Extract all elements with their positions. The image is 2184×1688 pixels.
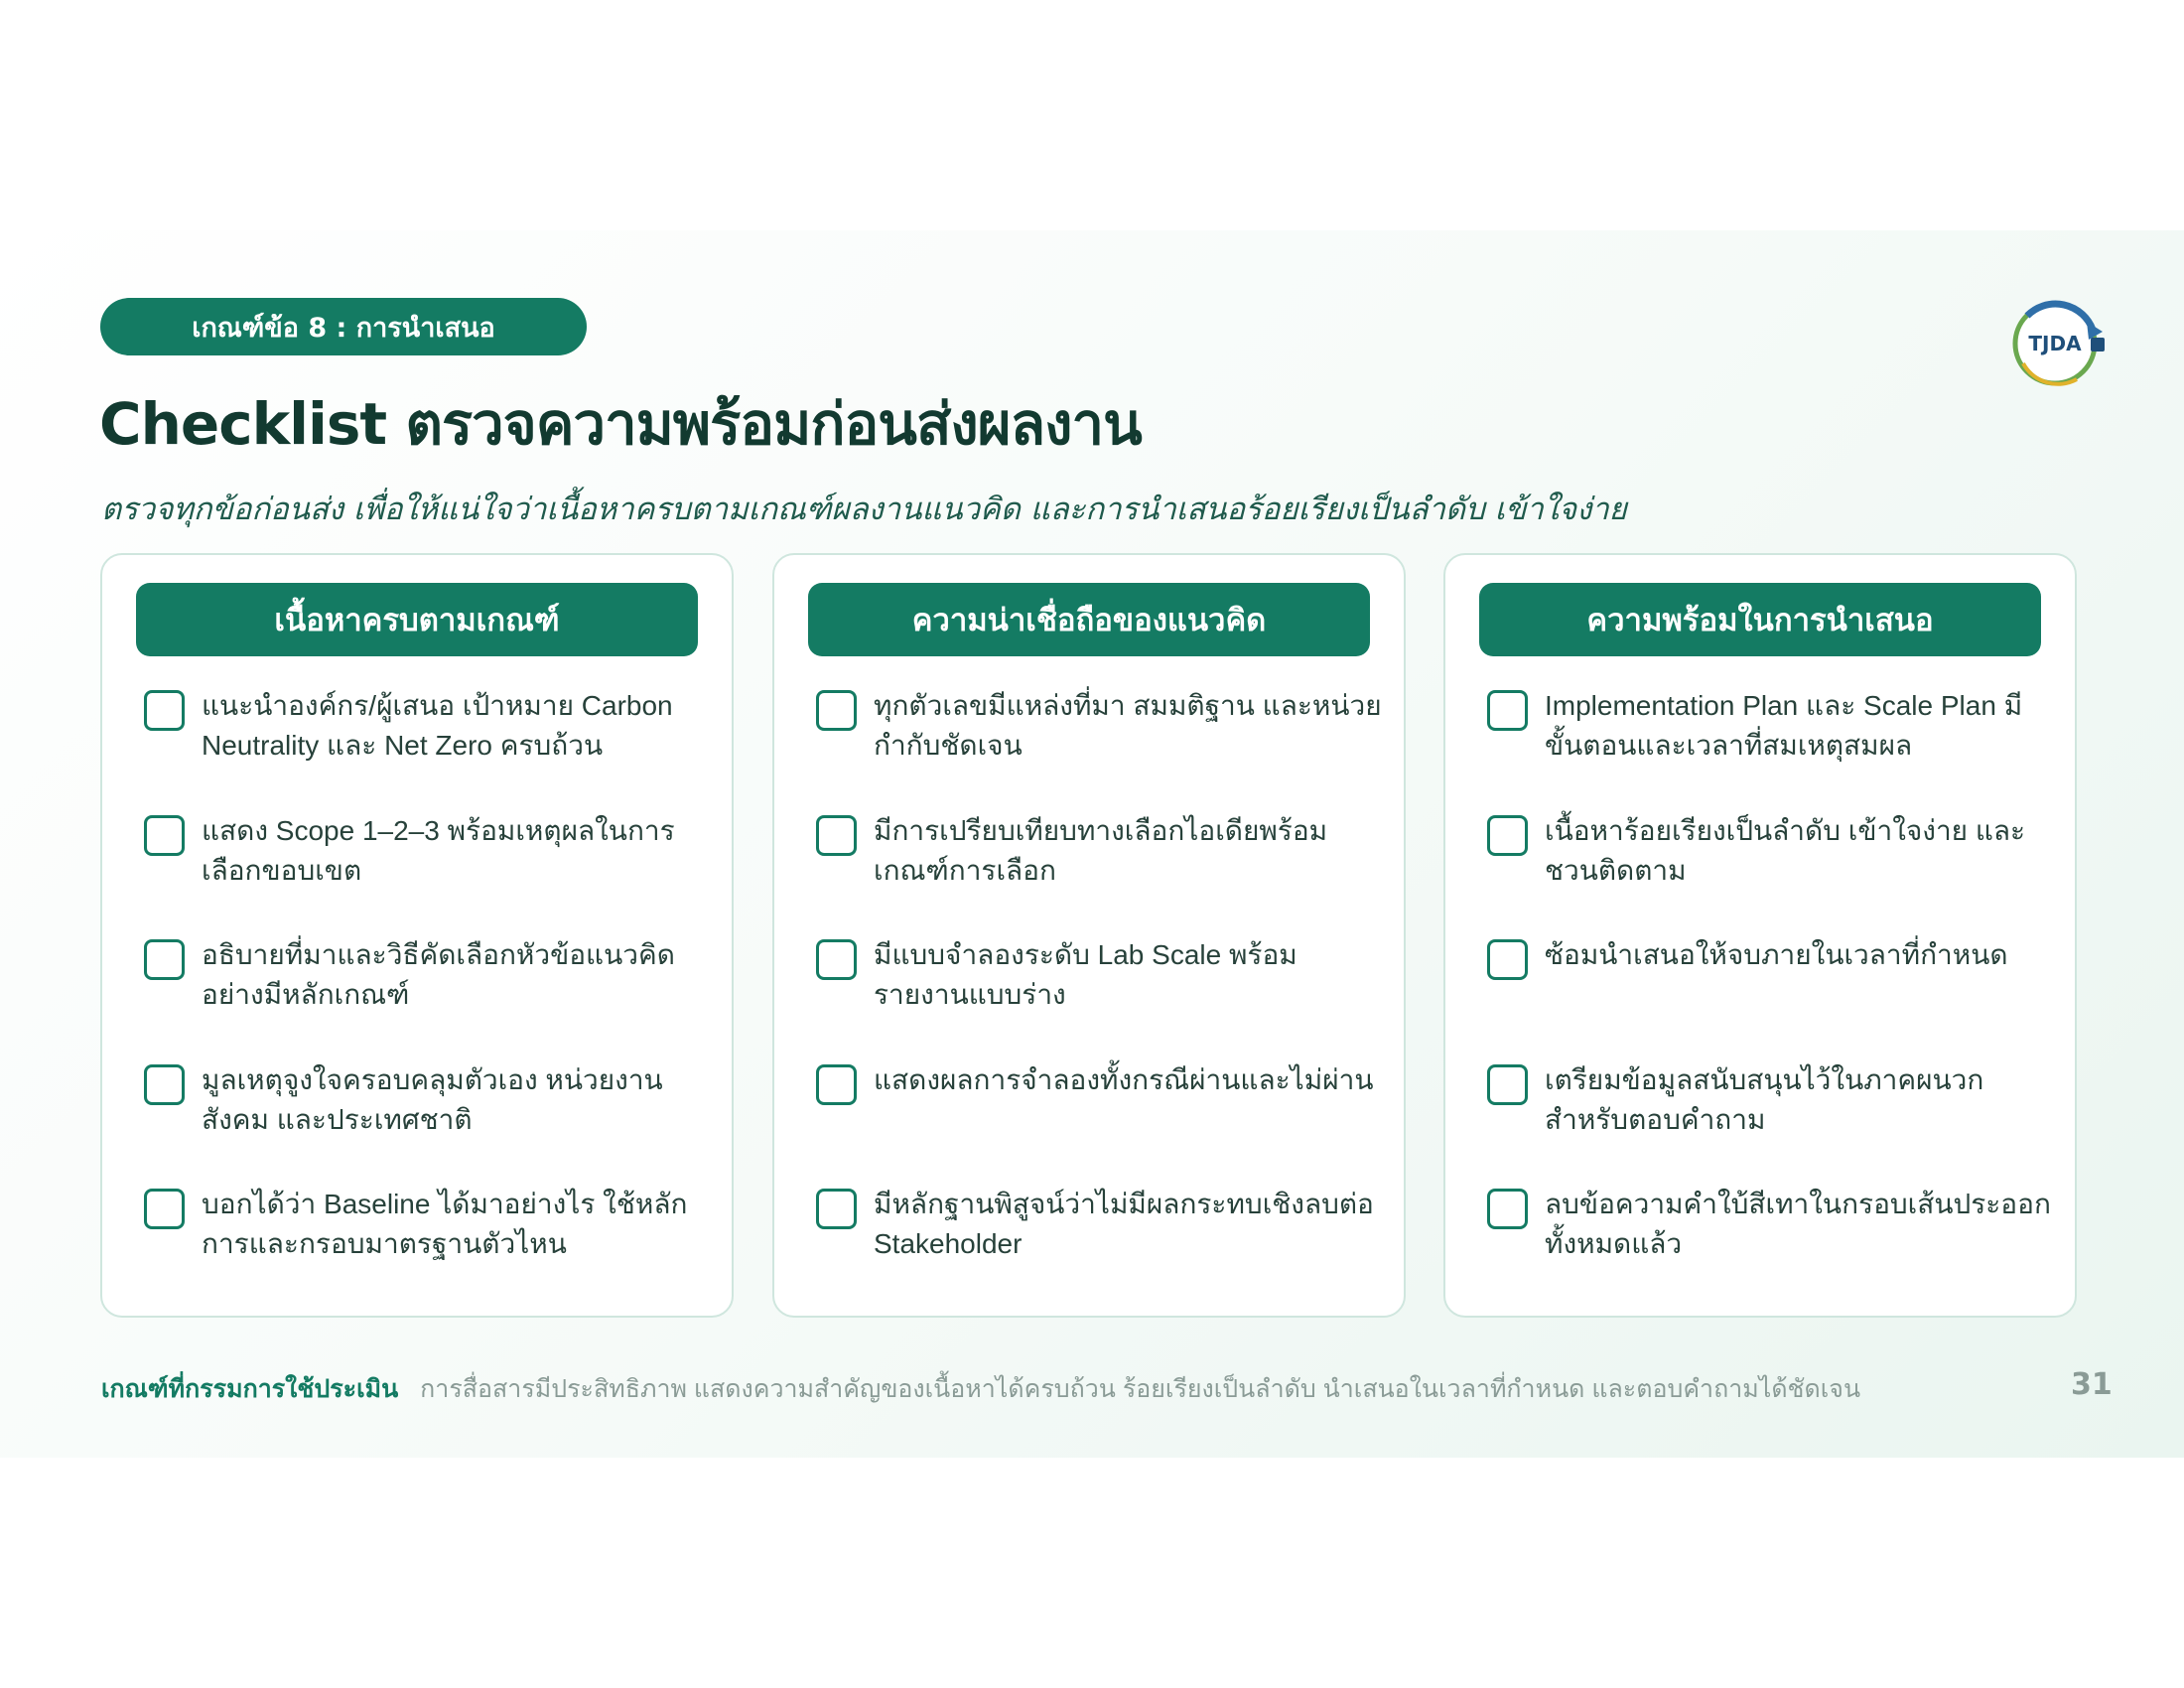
checkbox[interactable] — [144, 815, 185, 856]
checklist-item-label: แสดงผลการจำลองทั้งกรณีผ่านและไม่ผ่าน — [874, 1064, 1374, 1095]
footer-lead: เกณฑ์ที่กรรมการใช้ประเมิน — [101, 1374, 399, 1403]
footer-text: การสื่อสารมีประสิทธิภาพ แสดงความสำคัญของเนื้อหาได้ครบถ้วน ร้อยเรียงเป็นลำดับ นำเสนอในเวลาที่กำหนด และตอบคำถามได้ชัดเจน — [420, 1375, 1861, 1403]
checklist-item[interactable] — [142, 1060, 718, 1156]
checkbox[interactable] — [1487, 1064, 1528, 1105]
checklist-item-label: มูลเหตุจูงใจครอบคลุมตัวเอง หน่วยงาน สังคม และประเทศชาติ — [202, 1064, 663, 1135]
checkbox[interactable] — [816, 1189, 857, 1229]
checklist-item[interactable] — [142, 686, 718, 781]
page-title: Checklist ตรวจความพร้อมก่อนส่งผลงาน — [99, 390, 1142, 458]
checklist-item[interactable] — [814, 686, 1390, 781]
slide — [0, 230, 2184, 1458]
card-heading: ความพร้อมในการนำเสนอ — [1479, 583, 2041, 656]
checklist-card-content — [100, 553, 734, 1318]
criterion-badge: เกณฑ์ข้อ 8 : การนำเสนอ — [100, 298, 587, 355]
checklist-item[interactable] — [1485, 686, 2061, 781]
checkbox[interactable] — [144, 939, 185, 980]
checklist-item[interactable] — [142, 1185, 718, 1280]
checklist-item[interactable] — [814, 935, 1390, 1031]
checkbox[interactable] — [1487, 690, 1528, 731]
checklist-item[interactable] — [1485, 935, 2061, 1031]
checklist-item-label: Implementation Plan และ Scale Plan มีขั้นตอนและเวลาที่สมเหตุสมผล — [1545, 690, 2023, 761]
checklist-item[interactable] — [814, 1185, 1390, 1280]
checkbox[interactable] — [816, 939, 857, 980]
checklist-item-label: ซ้อมนำเสนอให้จบภายในเวลาที่กำหนด — [1545, 939, 2008, 970]
checklist-card-credibility — [772, 553, 1406, 1318]
checklist-item-label: มีหลักฐานพิสูจน์ว่าไม่มีผลกระทบเชิงลบต่อ Stakeholder — [874, 1189, 1374, 1259]
checkbox[interactable] — [816, 690, 857, 731]
checklist-item-label: แนะนำองค์กร/ผู้เสนอ เป้าหมาย Carbon Neutrality และ Net Zero ครบถ้วน — [202, 690, 673, 761]
checklist-item-label: ทุกตัวเลขมีแหล่งที่มา สมมติฐาน และหน่วยกำกับชัดเจน — [874, 690, 1382, 761]
checklist-item[interactable] — [142, 811, 718, 907]
checklist-item[interactable] — [814, 1060, 1390, 1156]
checkbox[interactable] — [816, 815, 857, 856]
checklist-item-label: บอกได้ว่า Baseline ได้มาอย่างไร ใช้หลักการและกรอบมาตรฐานตัวไหน — [202, 1189, 688, 1259]
checklist-item[interactable] — [1485, 811, 2061, 907]
checklist-item-label: แสดง Scope 1–2–3 พร้อมเหตุผลในการเลือกขอบเขต — [202, 815, 675, 886]
checklist-item-label: มีการเปรียบเทียบทางเลือกไอเดียพร้อมเกณฑ์การเลือก — [874, 815, 1328, 886]
footer-note — [101, 1369, 1860, 1409]
card-heading: ความน่าเชื่อถือของแนวคิด — [808, 583, 1370, 656]
checklist-item-label: ลบข้อความคำใบ้สีเทาในกรอบเส้นประออกทั้งหมดแล้ว — [1545, 1189, 2051, 1259]
card-heading: เนื้อหาครบตามเกณฑ์ — [136, 583, 698, 656]
checkbox[interactable] — [1487, 815, 1528, 856]
checklist-item-label: อธิบายที่มาและวิธีคัดเลือกหัวข้อแนวคิดอย่างมีหลักเกณฑ์ — [202, 939, 675, 1010]
checkbox[interactable] — [144, 690, 185, 731]
tjda-logo-icon — [2007, 294, 2111, 389]
checklist-item-label: เนื้อหาร้อยเรียงเป็นลำดับ เข้าใจง่าย และชวนติดตาม — [1545, 815, 2026, 886]
page-number: 31 — [2071, 1367, 2113, 1402]
checkbox[interactable] — [144, 1064, 185, 1105]
checklist-item-label: เตรียมข้อมูลสนับสนุนไว้ในภาคผนวกสำหรับตอบคำถาม — [1545, 1064, 1984, 1135]
checklist-card-presentation — [1443, 553, 2077, 1318]
checklist-item-label: มีแบบจำลองระดับ Lab Scale พร้อมรายงานแบบร่าง — [874, 939, 1297, 1010]
checklist-item[interactable] — [1485, 1185, 2061, 1280]
checklist-item[interactable] — [142, 935, 718, 1031]
checklist-item[interactable] — [814, 811, 1390, 907]
logo-text: TJDA — [2028, 332, 2082, 355]
checkbox[interactable] — [816, 1064, 857, 1105]
page-subtitle: ตรวจทุกข้อก่อนส่ง เพื่อให้แน่ใจว่าเนื้อหาครบตามเกณฑ์ผลงานแนวคิด และการนำเสนอร้อยเรียงเป็นลำดับ เข้าใจง่าย — [101, 492, 1627, 527]
checklist-item[interactable] — [1485, 1060, 2061, 1156]
checkbox[interactable] — [1487, 1189, 1528, 1229]
checkbox[interactable] — [1487, 939, 1528, 980]
checkbox[interactable] — [144, 1189, 185, 1229]
